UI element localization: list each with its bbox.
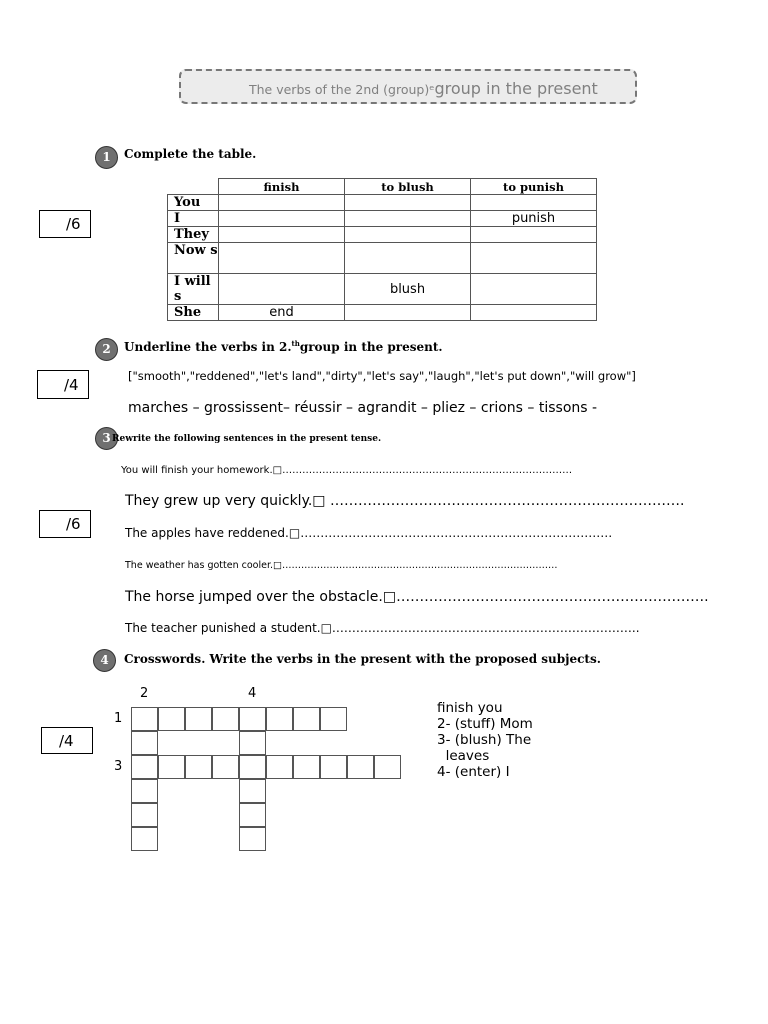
cell-you-punish[interactable] bbox=[471, 195, 597, 211]
crossword-cell[interactable] bbox=[131, 803, 158, 827]
exercise-2-score-box bbox=[37, 370, 89, 399]
crossword-cell[interactable] bbox=[131, 779, 158, 803]
cell-now-finish[interactable] bbox=[219, 243, 345, 274]
crossword-cell[interactable] bbox=[185, 755, 212, 779]
clue-line: 2- (stuff) Mom bbox=[437, 716, 533, 732]
cell-she-punish[interactable] bbox=[471, 305, 597, 321]
cell-they-punish[interactable] bbox=[471, 227, 597, 243]
table-row bbox=[168, 243, 597, 274]
sentence-line[interactable]: The teacher punished a student.□………………………………………………………………….. bbox=[125, 621, 640, 635]
crossword-cell[interactable] bbox=[239, 827, 266, 851]
table-row bbox=[168, 274, 597, 305]
exercise-1-heading: Complete the table. bbox=[124, 147, 257, 161]
crossword-cell[interactable] bbox=[293, 707, 320, 731]
exercise-3-number: 3 bbox=[95, 427, 118, 450]
crossword-cell[interactable] bbox=[212, 755, 239, 779]
cell-you-blush[interactable] bbox=[345, 195, 471, 211]
exercise-3-score-box bbox=[39, 510, 91, 538]
crossword-cell[interactable] bbox=[212, 707, 239, 731]
row-label-you: You bbox=[168, 195, 219, 211]
crossword-cell[interactable] bbox=[131, 827, 158, 851]
cell-iwill-punish[interactable] bbox=[471, 274, 597, 305]
sentence-line[interactable]: They grew up very quickly.□ …………………………………………………………………. bbox=[125, 493, 685, 509]
exercise-2-heading-sup: th bbox=[291, 339, 300, 348]
clue-line: 4- (enter) I bbox=[437, 764, 510, 780]
row-label-they: They bbox=[168, 227, 219, 243]
table-row bbox=[168, 227, 597, 243]
crossword-cell[interactable] bbox=[185, 707, 212, 731]
table-corner bbox=[168, 179, 219, 195]
sentence-line[interactable]: The apples have reddened.□…………………………………………………………………… bbox=[125, 526, 613, 540]
crossword-label-2: 2 bbox=[140, 686, 149, 701]
table-row bbox=[168, 195, 597, 211]
crossword-cell[interactable] bbox=[239, 803, 266, 827]
row-label-she: She bbox=[168, 305, 219, 321]
crossword-cell[interactable] bbox=[158, 755, 185, 779]
exercise-2-heading-post: group in the present. bbox=[299, 340, 443, 354]
crossword-cell[interactable] bbox=[239, 779, 266, 803]
crossword-cell[interactable] bbox=[374, 755, 401, 779]
exercise-2-word-list: ["smooth","reddened","let's land","dirty","let's say","laugh","let's put down","will grow"] bbox=[128, 369, 636, 383]
sentence-line[interactable]: You will finish your homework.□…………………………………………………………………………… bbox=[121, 465, 573, 476]
cell-iwill-blush[interactable]: blush bbox=[345, 274, 471, 305]
crossword-cell[interactable] bbox=[293, 755, 320, 779]
worksheet-title-box bbox=[179, 69, 637, 104]
cell-i-blush[interactable] bbox=[345, 211, 471, 227]
table-row bbox=[168, 211, 597, 227]
crossword-cell[interactable] bbox=[131, 707, 158, 731]
exercise-4-heading: Crosswords. Write the verbs in the present with the proposed subjects. bbox=[124, 652, 601, 666]
clue-line: finish you bbox=[437, 700, 503, 716]
cell-she-finish[interactable]: end bbox=[219, 305, 345, 321]
crossword-cell[interactable] bbox=[320, 707, 347, 731]
worksheet-title bbox=[249, 79, 598, 98]
clue-line: 3- (blush) The bbox=[437, 732, 532, 748]
exercise-4-score: /4 bbox=[59, 731, 74, 750]
exercise-2-verb-line[interactable]: marches – grossissent– réussir – agrandit – pliez – crions – tissons - bbox=[128, 400, 598, 416]
cell-you-finish[interactable] bbox=[219, 195, 345, 211]
title-small-part: The verbs of the 2nd (group)ᵉ bbox=[249, 82, 435, 97]
clue-line: leaves bbox=[437, 748, 490, 764]
conjugation-table bbox=[167, 178, 597, 321]
crossword-cell[interactable] bbox=[239, 755, 266, 779]
table-row bbox=[168, 305, 597, 321]
table-header-blush: to blush bbox=[345, 179, 471, 195]
crossword-cell[interactable] bbox=[131, 755, 158, 779]
crossword-cell[interactable] bbox=[320, 755, 347, 779]
sentence-line[interactable]: The horse jumped over the obstacle.□…………………………………………………………. bbox=[125, 589, 709, 605]
exercise-3-score: /6 bbox=[66, 515, 81, 533]
row-label-i: I bbox=[168, 211, 219, 227]
exercise-2-score: /4 bbox=[64, 375, 79, 394]
exercise-2-heading bbox=[124, 339, 443, 354]
cell-now-blush[interactable] bbox=[345, 243, 471, 274]
cell-now-punish[interactable] bbox=[471, 243, 597, 274]
table-header-punish: to punish bbox=[471, 179, 597, 195]
table-header-finish: finish bbox=[219, 179, 345, 195]
crossword-label-1: 1 bbox=[114, 711, 123, 726]
exercise-1-score-box bbox=[39, 210, 91, 238]
crossword-cell[interactable] bbox=[347, 755, 374, 779]
cell-they-finish[interactable] bbox=[219, 227, 345, 243]
cell-she-blush[interactable] bbox=[345, 305, 471, 321]
crossword-label-4: 4 bbox=[248, 686, 257, 701]
crossword-cell[interactable] bbox=[158, 707, 185, 731]
crossword-cell[interactable] bbox=[131, 731, 158, 755]
title-big-part: group in the present bbox=[434, 79, 598, 98]
crossword-cell[interactable] bbox=[239, 707, 266, 731]
cell-i-punish[interactable]: punish bbox=[471, 211, 597, 227]
row-label-now: Now s bbox=[168, 243, 219, 274]
row-label-i-will: I will s bbox=[168, 274, 219, 305]
crossword-clues bbox=[437, 700, 533, 780]
crossword-cell[interactable] bbox=[239, 731, 266, 755]
exercise-2-number: 2 bbox=[95, 338, 118, 361]
exercise-4-score-box bbox=[41, 727, 93, 754]
exercise-2-heading-pre: Underline the verbs in 2. bbox=[124, 340, 292, 354]
exercise-3-heading: Rewrite the following sentences in the present tense. bbox=[112, 434, 382, 444]
exercise-4-number: 4 bbox=[93, 649, 116, 672]
exercise-1-score: /6 bbox=[66, 215, 81, 233]
crossword-cell[interactable] bbox=[266, 707, 293, 731]
exercise-1-number: 1 bbox=[95, 146, 118, 169]
cell-they-blush[interactable] bbox=[345, 227, 471, 243]
cell-i-finish[interactable] bbox=[219, 211, 345, 227]
sentence-line[interactable]: The weather has gotten cooler.□…………………………………………………………………………… bbox=[125, 560, 558, 571]
crossword-label-3: 3 bbox=[114, 759, 123, 774]
cell-iwill-finish[interactable] bbox=[219, 274, 345, 305]
crossword-cell[interactable] bbox=[266, 755, 293, 779]
